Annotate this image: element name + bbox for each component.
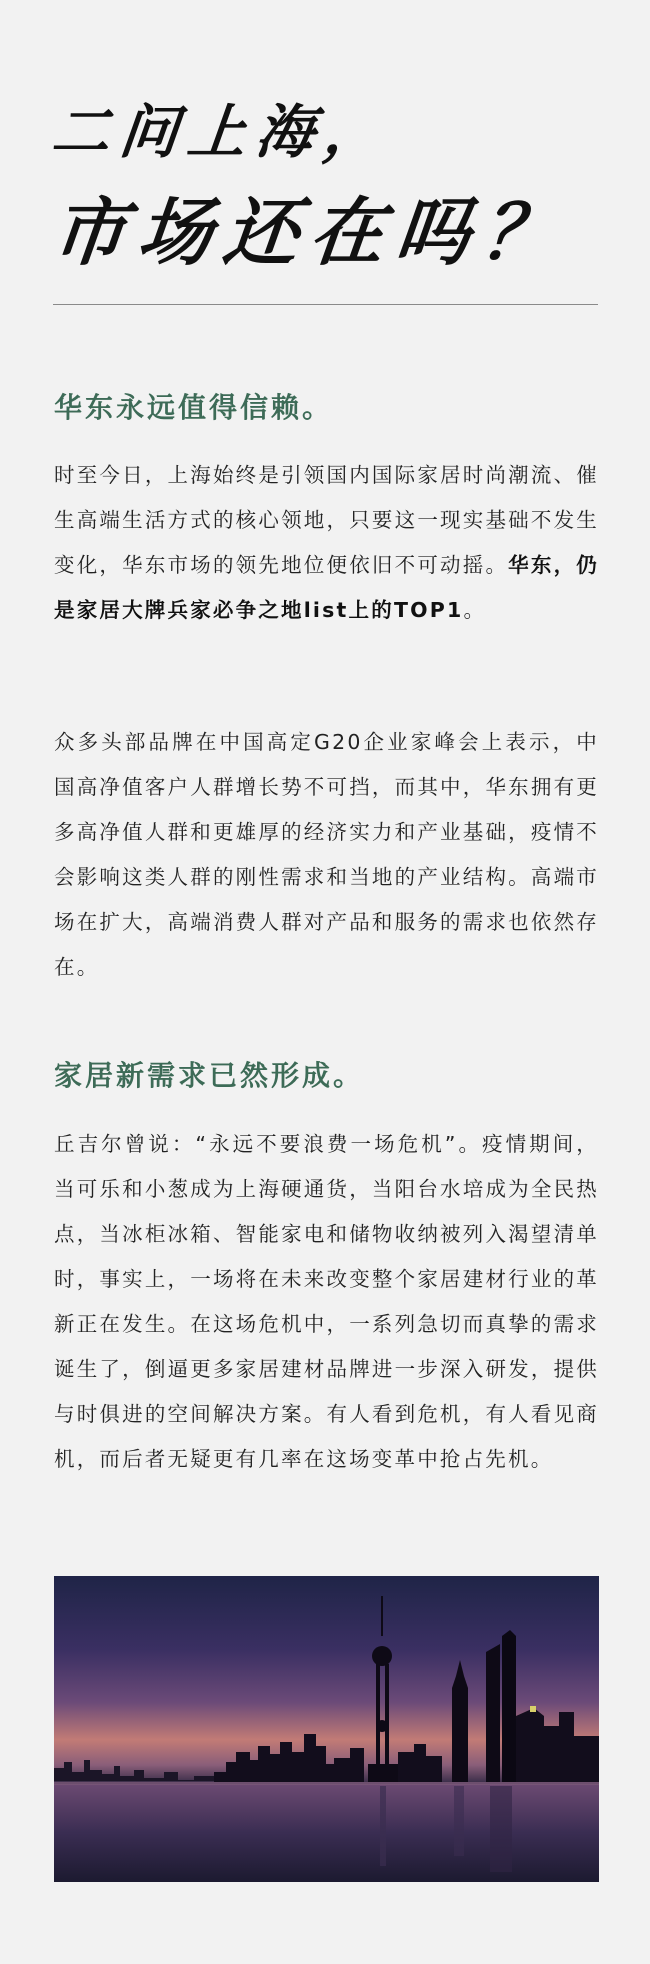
title-divider [53,304,598,305]
section1-heading: 华东永远值得信赖。 [54,391,334,424]
section1-paragraph-1-end: 。 [463,598,487,622]
section1-paragraph-1-bold: 华东，仍是家居大牌兵家必争之地list上的TOP1 [54,553,599,622]
title-line-1: 二问上海， [48,98,396,166]
title-line-2: 市场还在吗？ [47,190,573,276]
section1-paragraph-2: 众多头部品牌在中国高定G20企业家峰会上表示，中国高净值客户人群增长势不可挡，而其中，华东拥有更多高净值人群和更雄厚的经济实力和产业基础，疫情不会影响这类人群的刚性需求和当地的产业结构。高端市场在扩大，高端消费人群对产品和服务的需求也依然存在。 [54,730,599,979]
section2-paragraph: 丘吉尔曾说：“永远不要浪费一场危机”。疫情期间，当可乐和小葱成为上海硬通货，当阳台水培成为全民热点，当冰柜冰箱、智能家电和储物收纳被列入渴望清单时，事实上，一场将在未来改变整个家居建材行业的革新正在发生。在这场危机中，一系列急切而真挚的需求诞生了，倒逼更多家居建材品牌进一步深入研发，提供与时俱进的空间解决方案。有人看到危机，有人看见商机，而后者无疑更有几率在这场变革中抢占先机。 [54,1132,599,1471]
section1-paragraph-1-text: 时至今日，上海始终是引领国内国际家居时尚潮流、催生高端生活方式的核心领地，只要这一现实基础不发生变化，华东市场的领先地位便依旧不可动摇。 [54,463,599,577]
section1-paragraph-1 [54,453,599,633]
shanghai-skyline-photo [54,1576,599,1882]
section2-heading: 家居新需求已然形成。 [54,1059,365,1092]
skyline-illustration [54,1576,599,1882]
